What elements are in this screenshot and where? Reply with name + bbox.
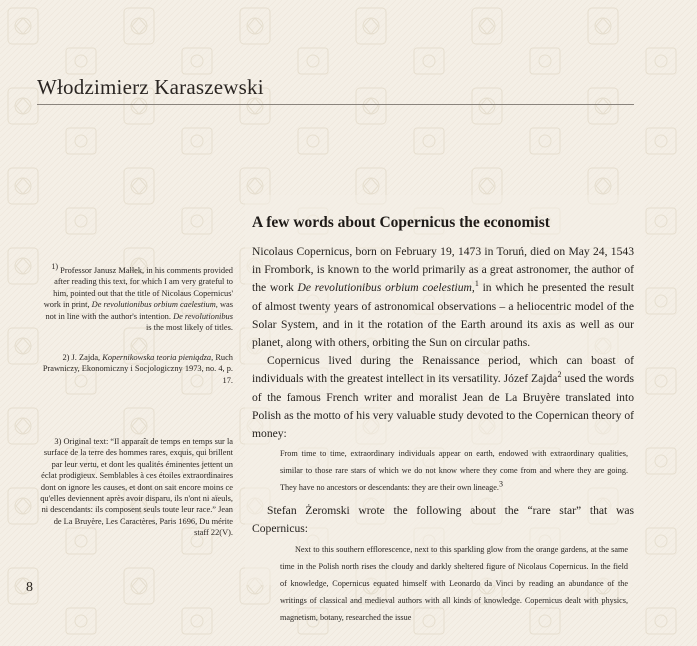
- block-quote-2: Next to this southern efflorescence, next to this sparkling glow from the orange gardens, at the same time in the Polish north rises the cloudy and darkly sheltered figure of Nicolaus Copernicus. In the field of knowledge, Copernicus equated himself with Leonardo da Vinci by reading an abundance of the writings of classical and medieval authors with all kinds of knowledge. Copernicus dealt with physics, magnetism, botany, researched the issue: [280, 544, 628, 622]
- footnote-3: 3) Original text: “Il apparaît de temps en temps sur la surface de la terre des hommes rares, exquis, qui brillent par leur vertu, et dont les qualités éminentes jettent un éclat prodigieux. Semblables à ces étoiles extraordinaires dont on ignore les causes, et dont on sait encore moins ce qu'elles deviennent après avoir disparu, ils n'ont ni aïeuls, ni descendants: ils composent seuls toute leur race.” Jean de La Bruyère, Les Caractères, Paris 1696, Du mérite staff 22(V).: [40, 437, 233, 538]
- section-title: A few words about Copernicus the economist: [252, 214, 550, 231]
- header-divider: [37, 104, 634, 105]
- block-quote-1: From time to time, extraordinary individuals appear on earth, endowed with extraordinary qualities, similar to those rare stars of which we do not know where they come from and where they are going. They have no ancestors or descendants: they are their own lineage.3: [280, 449, 628, 493]
- footnote-1: 1) Professor Janusz Małłek, in his comments provided after reading this text, for which I am very grateful to him, pointed out that the title of Nicolaus Copernicus' work in print, De revolutionibus orbium caelestium, was not in line with the author's intention. De revolutionibus is the most likely of titles.: [43, 262, 233, 333]
- paragraph-3: Stefan Żeromski wrote the following about the “rare star” that was Copernicus:: [252, 504, 634, 536]
- author-name: Włodzimierz Karaszewski: [37, 75, 264, 99]
- footnote-ref-3[interactable]: 3: [498, 479, 503, 489]
- main-text: [252, 243, 634, 632]
- page-number: 8: [26, 580, 33, 595]
- footnote-ref-1[interactable]: 1: [474, 279, 479, 289]
- paragraph-1: Nicolaus Copernicus, born on February 19, 1473 in Toruń, died on May 24, 1543 in Frombork, is known to the world primarily as a great astronomer, the author of the work De revolutionibus orbium coelestium,$^1$ in which he presented the result of almost twenty years of astronomical observations – a heliocentric model of the Solar System, and in it the rotation of the Earth around its axis as well as our planet, along with others, orbiting the Sun on circular paths.: [252, 245, 634, 350]
- footnote-2: 2) J. Zajda, Kopernikowska teoria pieniądza, Ruch Prawniczy, Ekonomiczny i Socjologiczny 1973, no. 4, p. 17.: [42, 353, 233, 385]
- work-title: De revolutionibus orbium coelestium,: [297, 281, 475, 295]
- paragraph-2: Copernicus lived during the Renaissance period, which can boast of individuals with the greatest intellect in its versatility. Józef Zajda$^2$ used the words of the famous French writer and moralist Jean de La Bruyère translated into Polish as the motto of his very valuable study devoted to the Copernican theory of money:: [252, 354, 634, 441]
- footnote-ref-2[interactable]: 2: [557, 370, 562, 380]
